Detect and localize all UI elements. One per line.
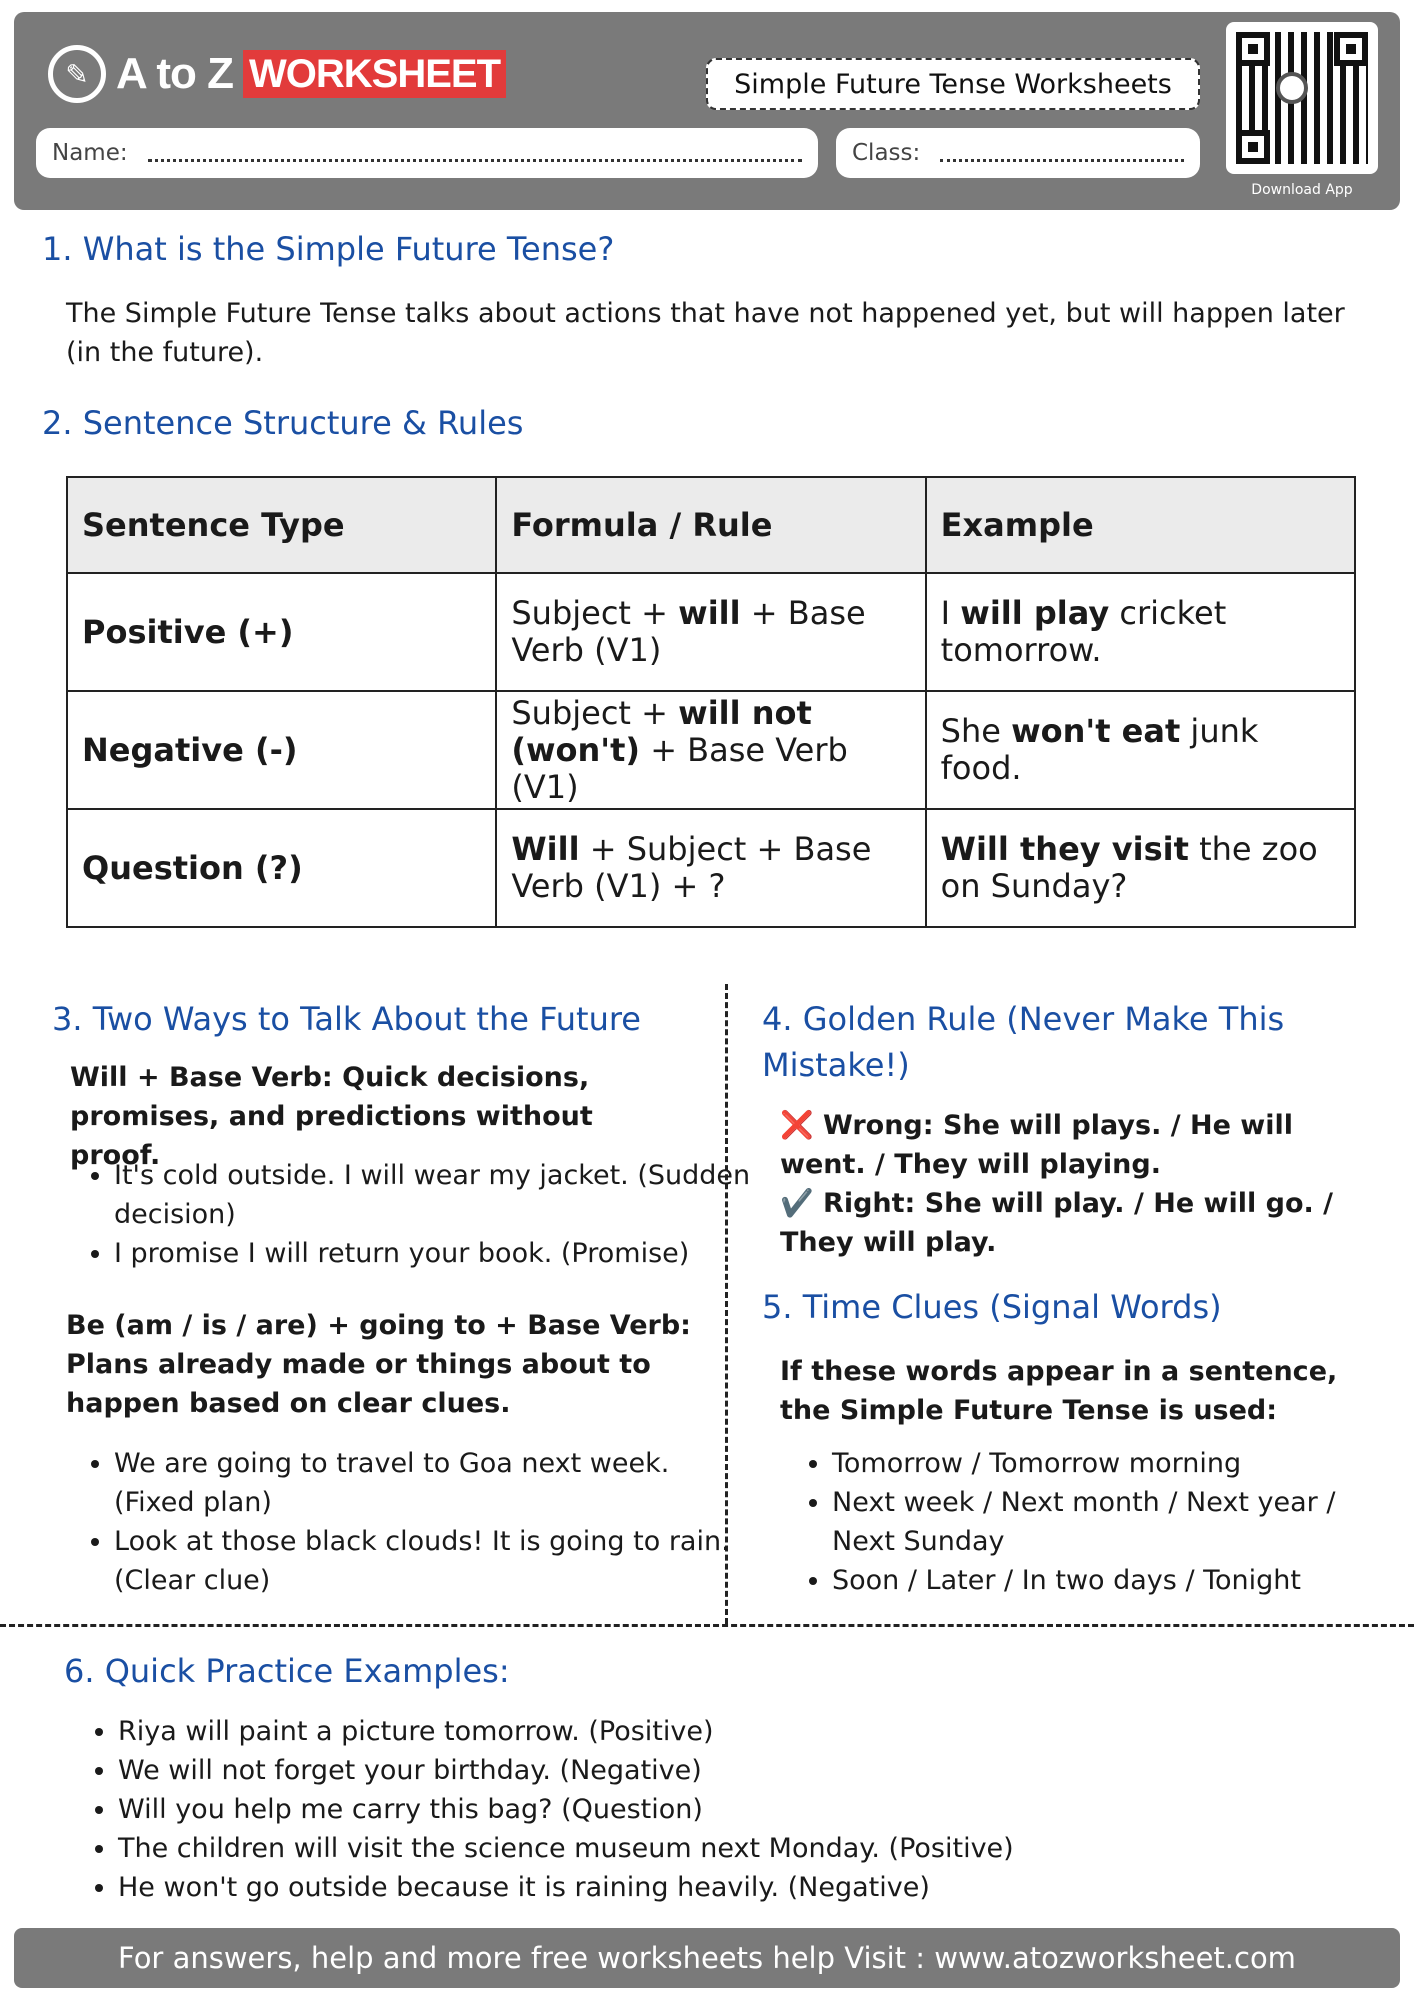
list-item: • Soon / Later / In two days / Tonight — [832, 1561, 1402, 1600]
golden-rule-text — [780, 1106, 1370, 1262]
column-header: Example — [926, 477, 1355, 573]
list-item: • Look at those black clouds! It is going to rain. (Clear clue) — [114, 1522, 754, 1600]
list-item: • We will not forget your birthday. (Negative) — [118, 1751, 1318, 1790]
text-run: + Base Verb (V1) — [511, 594, 866, 669]
table-header-row — [67, 477, 1355, 573]
list-item: • It's cold outside. I will wear my jacket. (Sudden decision) — [114, 1156, 754, 1234]
table-row — [67, 809, 1355, 927]
header-bar — [14, 12, 1400, 210]
text-run: I — [940, 594, 961, 632]
class-field[interactable] — [836, 128, 1200, 178]
logo-highlight: WORKSHEET — [243, 50, 506, 98]
bold-text: Will they visit — [940, 830, 1189, 868]
qr-logo-icon — [1276, 72, 1308, 104]
section-6-heading: 6. Quick Practice Examples: — [64, 1652, 510, 1690]
list-item: • I promise I will return your book. (Promise) — [114, 1234, 754, 1273]
class-label: Class: — [852, 140, 921, 166]
sentence-type-cell: Question (?) — [67, 809, 496, 927]
logo — [48, 44, 506, 104]
sentence-type-cell: Positive (+) — [67, 573, 496, 691]
will-examples-list — [66, 1156, 754, 1273]
wrong-icon: ❌ — [780, 1110, 814, 1141]
practice-examples-list — [70, 1712, 1318, 1907]
section-1-heading: 1. What is the Simple Future Tense? — [42, 230, 615, 268]
list-item: • He won't go outside because it is raining heavily. (Negative) — [118, 1868, 1318, 1907]
qr-finder — [1236, 130, 1270, 164]
section-5-heading: 5. Time Clues (Signal Words) — [762, 1288, 1222, 1326]
going-to-intro: Be (am / is / are) + going to + Base Verb: Plans already made or things about to happen based on clear clues. — [66, 1310, 691, 1419]
list-item: • Will you help me carry this bag? (Question) — [118, 1790, 1318, 1829]
qr-code[interactable] — [1226, 22, 1378, 174]
name-blank[interactable] — [148, 145, 802, 162]
check-icon: ✔️ — [780, 1188, 814, 1219]
example-cell — [926, 573, 1355, 691]
worksheet-title: Simple Future Tense Worksheets — [706, 58, 1200, 110]
text-run: + Subject + Base Verb (V1) + ? — [511, 830, 872, 905]
text-run: junk food. — [940, 712, 1259, 787]
text-run: cricket tomorrow. — [940, 594, 1227, 669]
bold-text: won't eat — [1011, 712, 1181, 750]
example-cell — [926, 809, 1355, 927]
text-run: + Base Verb (V1) — [511, 730, 848, 806]
name-label: Name: — [52, 140, 128, 166]
section-4-heading: 4. Golden Rule (Never Make This Mistake!) — [762, 1000, 1285, 1084]
bold-text: Will — [511, 830, 580, 868]
example-cell — [926, 691, 1355, 809]
bold-text: will not (won't) — [511, 693, 812, 769]
download-app-caption[interactable]: Download App — [1251, 182, 1353, 198]
section-3-heading: 3. Two Ways to Talk About the Future — [52, 1000, 641, 1038]
column-header: Formula / Rule — [496, 477, 925, 573]
class-blank[interactable] — [940, 145, 1184, 162]
going-to-examples-list — [66, 1444, 754, 1600]
time-clues-intro: If these words appear in a sentence, the Simple Future Tense is used: — [780, 1356, 1338, 1426]
text-run: She — [940, 712, 1012, 750]
table-row — [67, 573, 1355, 691]
list-item: • The children will visit the science museum next Monday. (Positive) — [118, 1829, 1318, 1868]
formula-cell — [496, 573, 925, 691]
list-item: • Riya will paint a picture tomorrow. (Positive) — [118, 1712, 1318, 1751]
list-item: • Tomorrow / Tomorrow morning — [832, 1444, 1402, 1483]
text-run: Subject + — [511, 594, 679, 632]
bold-text: will play — [960, 594, 1110, 632]
section-divider — [0, 1624, 1414, 1627]
sentence-type-cell: Negative (-) — [67, 691, 496, 809]
rules-table — [66, 476, 1356, 928]
name-field[interactable] — [36, 128, 818, 178]
section-2-heading: 2. Sentence Structure & Rules — [42, 404, 524, 442]
formula-cell — [496, 809, 925, 927]
signal-words-list — [784, 1444, 1402, 1600]
list-item: • We are going to travel to Goa next week. (Fixed plan) — [114, 1444, 754, 1522]
bold-text: will — [678, 594, 741, 632]
qr-finder — [1236, 32, 1270, 66]
will-intro: Will + Base Verb: Quick decisions, promises, and predictions without proof. — [70, 1062, 593, 1171]
formula-cell — [496, 691, 925, 809]
logo-text: A to Z — [116, 49, 233, 98]
list-item: • Next week / Next month / Next year / Next Sunday — [832, 1483, 1402, 1561]
wrong-example: Wrong: She will plays. / He will went. / They will playing. — [780, 1110, 1294, 1180]
text-run: the zoo on Sunday? — [940, 830, 1318, 905]
text-run: Subject + — [511, 693, 679, 732]
footer-banner[interactable]: For answers, help and more free worksheets help Visit : www.atozworksheet.com — [14, 1928, 1400, 1988]
qr-finder — [1334, 32, 1368, 66]
section-1-text: The Simple Future Tense talks about actions that have not happened yet, but will happen later (in the future). — [66, 298, 1345, 368]
right-example: Right: She will play. / He will go. / They will play. — [780, 1188, 1334, 1258]
pen-icon: ✎ — [48, 45, 106, 103]
table-row — [67, 691, 1355, 809]
column-header: Sentence Type — [67, 477, 496, 573]
